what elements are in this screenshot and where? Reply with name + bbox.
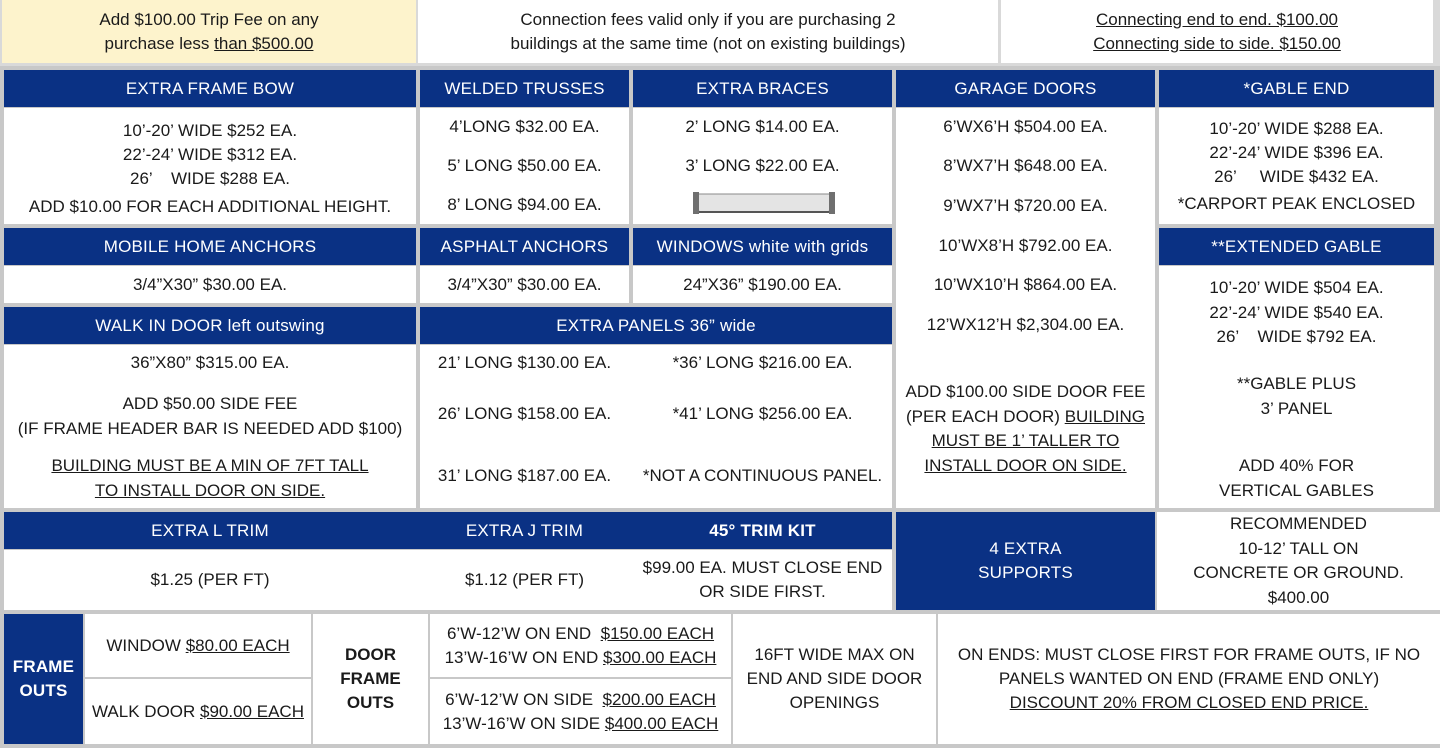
frame-bow-line-2: 22’-24’ WIDE $312 EA. — [122, 145, 298, 164]
header-windows: WINDOWS white with grids — [633, 228, 892, 265]
side-door-fee-line-4: INSTALL DOOR ON SIDE. — [924, 455, 1127, 475]
side-door-fee-line-2: (PER EACH DOOR) BUILDING — [906, 406, 1145, 426]
supports-title-line-1: 4 EXTRA — [989, 539, 1062, 558]
header-extra-l-trim: EXTRA L TRIM — [4, 512, 416, 549]
panel-not-continuous: *NOT A CONTINUOUS PANEL. — [642, 466, 883, 485]
supports-body — [1157, 512, 1440, 610]
trusses-line-1: 4’LONG $32.00 EA. — [449, 117, 600, 136]
connect-side-to-side: Connecting side to side. $150.00 — [1093, 33, 1341, 53]
extended-gable-body — [1159, 266, 1434, 508]
header-extra-panels: EXTRA PANELS 36” wide — [420, 307, 892, 344]
asphalt-anchor-price: 3/4”X30” $30.00 EA. — [420, 266, 629, 303]
panel-41-long: *41’ LONG $256.00 EA. — [672, 404, 853, 423]
header-extra-supports — [896, 512, 1155, 610]
side-door-fee-line-1: ADD $100.00 SIDE DOOR FEE — [905, 382, 1146, 401]
trip-fee-line-2: purchase less than $500.00 — [104, 33, 314, 53]
braces-line-1: 2’ LONG $14.00 EA. — [685, 117, 840, 136]
walk-door-min-height: BUILDING MUST BE A MIN OF 7FT TALL — [51, 456, 369, 475]
gable-end-body — [1159, 108, 1434, 224]
door-side-small-price: $200.00 EACH — [602, 689, 716, 709]
trusses-body — [420, 108, 629, 224]
ext-gable-line-7: VERTICAL GABLES — [1219, 480, 1374, 500]
header-45-trim-kit: 45° TRIM KIT — [633, 512, 892, 549]
frame-out-window — [85, 614, 311, 677]
header-welded-trusses: WELDED TRUSSES — [420, 70, 629, 107]
supports-line-3: CONCRETE OR GROUND. — [1193, 563, 1404, 582]
walk-door-side-fee: ADD $50.00 SIDE FEE — [122, 394, 298, 413]
door-frame-outs-end — [430, 614, 731, 677]
frame-outs-title-line-1: FRAME — [12, 657, 75, 676]
header-gable-end: *GABLE END — [1159, 70, 1434, 107]
ext-gable-line-1: 10’-20’ WIDE $504 EA. — [1209, 278, 1384, 297]
mobile-anchor-price: 3/4”X30” $30.00 EA. — [4, 266, 416, 303]
frame-out-walk-door — [85, 679, 311, 744]
gable-line-3: 26’ WIDE $432 EA. — [1214, 167, 1379, 186]
supports-line-1: RECOMMENDED — [1230, 514, 1367, 533]
garage-door-12x12: 12’WX12’H $2,304.00 EA. — [926, 315, 1125, 334]
gable-line-2: 22’-24’ WIDE $396 EA. — [1209, 143, 1384, 162]
gable-line-1: 10’-20’ WIDE $288 EA. — [1209, 119, 1384, 138]
header-asphalt-anchors: ASPHALT ANCHORS — [420, 228, 629, 265]
supports-line-2: 10-12’ TALL ON — [1238, 538, 1359, 558]
header-extra-frame-bow: EXTRA FRAME BOW — [4, 70, 416, 107]
door-end-large-price: $300.00 EACH — [602, 647, 717, 667]
walk-door-price: 36”X80” $315.00 EA. — [130, 353, 290, 372]
braces-line-2: 3’ LONG $22.00 EA. — [685, 156, 840, 175]
header-garage-doors: GARAGE DOORS — [896, 70, 1155, 107]
ext-gable-line-4: **GABLE PLUS — [1236, 374, 1357, 393]
max-width-note: 16FT WIDE MAX ON END AND SIDE DOOR OPENINGS — [733, 614, 936, 744]
header-mobile-home-anchors: MOBILE HOME ANCHORS — [4, 228, 416, 265]
garage-doors-body — [896, 108, 1155, 508]
panel-21-long: 21’ LONG $130.00 EA. — [437, 353, 612, 372]
panel-36-long: *36’ LONG $216.00 EA. — [672, 353, 853, 372]
trim-kit-price — [633, 550, 892, 610]
panel-31-long: 31’ LONG $187.00 EA. — [437, 466, 612, 485]
braces-body — [633, 108, 892, 224]
trip-fee-line-1: Add $100.00 Trip Fee on any — [99, 9, 319, 29]
side-door-fee-line-3: MUST BE 1’ TALLER TO — [931, 431, 1120, 450]
garage-door-9x7: 9’WX7’H $720.00 EA. — [943, 196, 1108, 215]
panel-26-long: 26’ LONG $158.00 EA. — [437, 404, 612, 423]
frame-out-window-label: WINDOW — [106, 635, 186, 655]
frame-bow-line-4: ADD $10.00 FOR EACH ADDITIONAL HEIGHT. — [28, 197, 392, 216]
garage-door-6x6: 6’WX6’H $504.00 EA. — [943, 117, 1108, 136]
frame-bow-line-1: 10’-20’ WIDE $252 EA. — [122, 121, 298, 140]
door-end-small-price: $150.00 EACH — [600, 623, 715, 643]
j-trim-price: $1.12 (PER FT) — [416, 550, 633, 610]
trim-kit-line-1: $99.00 EA. MUST CLOSE END — [642, 558, 883, 577]
connection-line-1: Connection fees valid only if you are purchasing 2 — [520, 9, 896, 29]
door-frame-outs-label: DOOR FRAME OUTS — [313, 614, 428, 744]
header-walk-in-door: WALK IN DOOR left outswing — [4, 307, 416, 344]
walk-door-install-side: TO INSTALL DOOR ON SIDE. — [94, 480, 326, 500]
trim-kit-line-2: OR SIDE FIRST. — [699, 582, 826, 601]
door-frame-outs-side — [430, 679, 731, 744]
frame-outs-title-line-2: OUTS — [19, 681, 68, 700]
garage-door-10x10: 10’WX10’H $864.00 EA. — [933, 275, 1118, 294]
ext-gable-line-3: 26’ WIDE $792 EA. — [1216, 327, 1377, 346]
trip-fee-note — [2, 0, 416, 63]
connect-end-to-end: Connecting end to end. $100.00 — [1096, 9, 1338, 29]
header-extra-braces: EXTRA BRACES — [633, 70, 892, 107]
ext-gable-line-2: 22’-24’ WIDE $540 EA. — [1209, 302, 1384, 322]
trusses-line-2: 5’ LONG $50.00 EA. — [447, 156, 602, 175]
header-extended-gable: **EXTENDED GABLE — [1159, 228, 1434, 265]
frame-out-window-price: $80.00 EACH — [185, 635, 290, 655]
frame-out-walk-price: $90.00 EACH — [200, 701, 304, 721]
garage-door-8x7: 8’WX7’H $648.00 EA. — [943, 156, 1108, 175]
header-frame-outs — [4, 614, 83, 744]
door-end-large-label: 13’W-16’W ON END — [444, 647, 603, 667]
ext-gable-line-6: ADD 40% FOR — [1238, 456, 1355, 475]
gable-line-4: *CARPORT PEAK ENCLOSED — [1177, 194, 1416, 213]
door-side-large-price: $400.00 EACH — [604, 713, 719, 733]
frame-bow-body — [4, 108, 416, 224]
walk-in-door-body — [4, 345, 416, 508]
supports-line-4: $400.00 — [1267, 587, 1330, 607]
frame-outs-ends-note: ON ENDS: MUST CLOSE FIRST FOR FRAME OUTS, IF NO PANELS WANTED ON END (FRAME END ONLY) DISCOUNT 20% FROM CLOSED END PRICE. — [938, 614, 1440, 744]
door-end-small-label: 6’W-12’W ON END — [446, 623, 601, 643]
trusses-line-3: 8’ LONG $94.00 EA. — [447, 195, 602, 214]
supports-title-line-2: SUPPORTS — [978, 563, 1073, 582]
extra-panels-body — [420, 345, 892, 508]
window-price: 24”X36” $190.00 EA. — [633, 266, 892, 303]
connection-prices — [1001, 0, 1433, 63]
ext-gable-line-5: 3’ PANEL — [1260, 398, 1333, 418]
connection-fee-note — [418, 0, 998, 63]
frame-out-walk-label: WALK DOOR — [92, 701, 201, 721]
l-trim-price: $1.25 (PER FT) — [4, 550, 416, 610]
frame-bow-line-3: 26’ WIDE $288 EA. — [130, 169, 290, 188]
door-side-large-label: 13’W-16’W ON SIDE — [442, 713, 605, 733]
walk-door-header-bar: (IF FRAME HEADER BAR IS NEEDED ADD $100) — [17, 418, 403, 438]
garage-door-10x8: 10’WX8’H $792.00 EA. — [938, 236, 1113, 255]
header-extra-j-trim: EXTRA J TRIM — [416, 512, 633, 549]
door-side-small-label: 6’W-12’W ON SIDE — [445, 689, 603, 709]
connection-line-2: buildings at the same time (not on existing buildings) — [510, 33, 906, 53]
brace-image-icon — [691, 190, 837, 218]
